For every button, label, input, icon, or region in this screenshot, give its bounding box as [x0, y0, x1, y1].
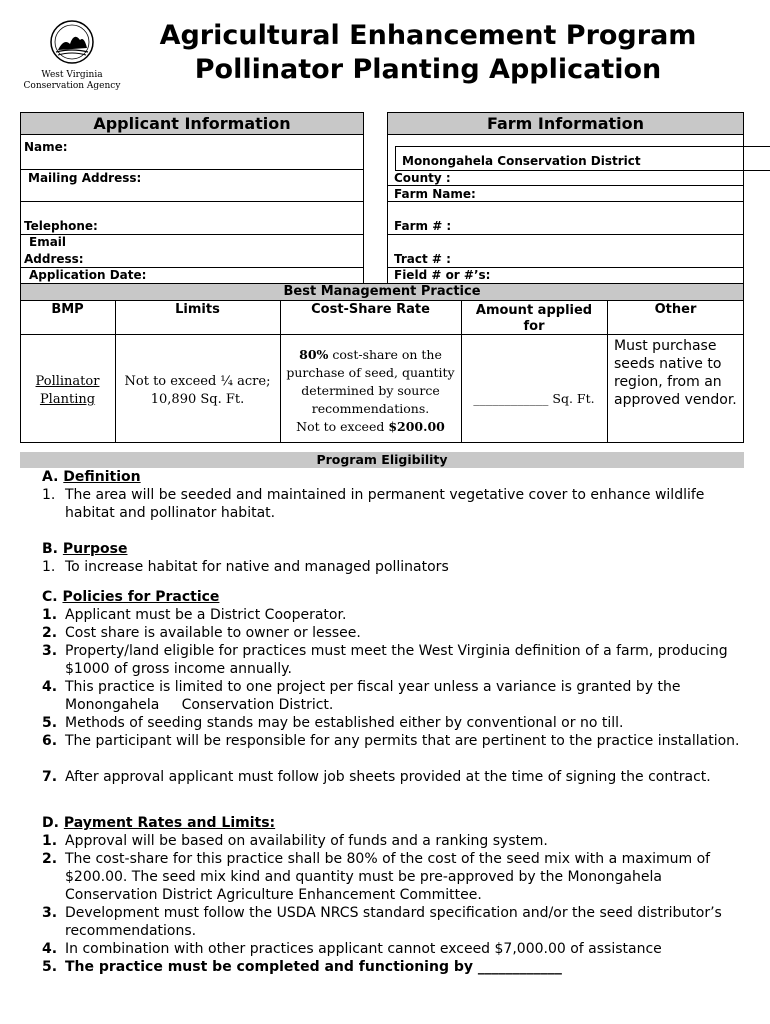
- tract-number-label: Tract # :: [394, 252, 451, 266]
- applicant-info-heading: Applicant Information: [20, 112, 364, 135]
- bmp-limits-line1: Not to exceed ¼ acre;: [124, 374, 271, 389]
- amount-applied-field: ____________ Sq. Ft.: [473, 391, 595, 406]
- section-b-label: B.: [42, 541, 58, 557]
- bmp-cost-share: [280, 346, 461, 436]
- section-d-label: D.: [42, 815, 59, 831]
- list-item: 6. The participant will be responsible for any permits that are pertinent to the practice installation.: [42, 733, 740, 749]
- email-address-label: Address:: [24, 252, 84, 266]
- bmp-name: [20, 373, 115, 409]
- completion-deadline-field: The practice must be completed and functioning by ____________: [65, 959, 562, 975]
- section-definition: [42, 469, 141, 486]
- farm-name-label: Farm Name:: [394, 187, 476, 201]
- col-amount-applied: Amount applied for: [475, 303, 593, 334]
- col-bmp: BMP: [51, 302, 84, 317]
- page-subtitle: Pollinator Planting Application: [194, 54, 662, 85]
- list-item: 1. Approval will be based on availability of funds and a ranking system.: [42, 833, 548, 849]
- section-b-title: Purpose: [62, 541, 128, 557]
- applicant-name-label: Name:: [24, 140, 68, 154]
- section-a-label: A.: [42, 469, 59, 485]
- rate-line3: determined by source: [301, 383, 440, 398]
- rate-line5: Not to exceed: [296, 419, 389, 434]
- list-item: 1. Applicant must be a District Cooperator.: [42, 607, 347, 623]
- application-date-label: Application Date:: [29, 268, 147, 282]
- list-item: 2. Cost share is available to owner or lessee.: [42, 625, 361, 641]
- col-limits: Limits: [175, 302, 220, 317]
- rate-line1: cost-share on the: [328, 347, 442, 362]
- county-label: County :: [394, 171, 451, 185]
- list-item: 3. Development must follow the USDA NRCS standard specification and/or the seed distributor’s recommendations.: [42, 905, 722, 939]
- section-d-title: Payment Rates and Limits:: [63, 815, 276, 831]
- list-item: 5. Methods of seeding stands may be established either by conventional or no till.: [42, 715, 624, 731]
- list-item: 1. To increase habitat for native and managed pollinators: [42, 559, 449, 575]
- bmp-name-line1: Pollinator: [35, 374, 100, 389]
- list-item: 4. In combination with other practices applicant cannot exceed $7,000.00 of assistance: [42, 941, 662, 957]
- section-c-title: Policies for Practice: [62, 589, 220, 605]
- section-payment-rates: [42, 815, 275, 832]
- col-cost-share-rate: Cost-Share Rate: [311, 302, 430, 317]
- rate-line2: purchase of seed, quantity: [286, 365, 455, 380]
- list-item: 3. Property/land eligible for practices must meet the West Virginia definition of a farm, producing $1000 of gross income annually.: [42, 643, 728, 677]
- section-a-title: Definition: [63, 469, 141, 485]
- list-item: 7. After approval applicant must follow job sheets provided at the time of signing the contract.: [42, 769, 711, 785]
- list-item: 1. The area will be seeded and maintained in permanent vegetative cover to enhance wildlife habitat and pollinator habitat.: [42, 487, 705, 521]
- rate-max-amount: $200.00: [388, 419, 445, 434]
- farm-number-label: Farm # :: [394, 219, 452, 233]
- rate-percent: 80%: [299, 347, 329, 362]
- section-c-label: C.: [42, 589, 58, 605]
- section-policies: [42, 589, 219, 606]
- list-item: 2. The cost-share for this practice shall be 80% of the cost of the seed mix with a maximum of $200.00. The seed mix kind and quantity must be pre-approved by the Monongahela Conservation District Agriculture Enhancement Committee.: [42, 851, 711, 903]
- page-title: Agricultural Enhancement Program: [159, 20, 697, 51]
- eligibility-heading: Program Eligibility: [20, 452, 744, 468]
- agency-name-line2: Conservation Agency: [23, 81, 121, 91]
- telephone-label: Telephone:: [24, 219, 98, 233]
- field-number-label: Field # or #’s:: [394, 268, 491, 282]
- list-item: 4. This practice is limited to one project per fiscal year unless a variance is granted by the Monongahela Conservation District.: [42, 679, 685, 713]
- bmp-limits: [115, 373, 280, 409]
- mailing-address-label: Mailing Address:: [28, 171, 142, 185]
- col-other: Other: [654, 302, 697, 317]
- agency-logo: [20, 18, 124, 94]
- farm-info-heading: Farm Information: [387, 112, 744, 135]
- list-item: 5. The practice must be completed and functioning by ____________: [42, 959, 742, 977]
- bmp-name-line2: Planting: [39, 392, 96, 407]
- bmp-other: Must purchase seeds native to region, from an approved vendor.: [614, 338, 737, 408]
- agency-seal-icon: [20, 18, 124, 74]
- bmp-heading: Best Management Practice: [20, 283, 744, 301]
- bmp-limits-line2: 10,890 Sq. Ft.: [150, 392, 245, 407]
- email-label: Email: [29, 235, 67, 249]
- section-purpose: [42, 541, 127, 558]
- agency-name: West Virginia: [41, 70, 103, 80]
- rate-line4: recommendations.: [311, 401, 430, 416]
- district-value: Monongahela Conservation District: [402, 154, 641, 168]
